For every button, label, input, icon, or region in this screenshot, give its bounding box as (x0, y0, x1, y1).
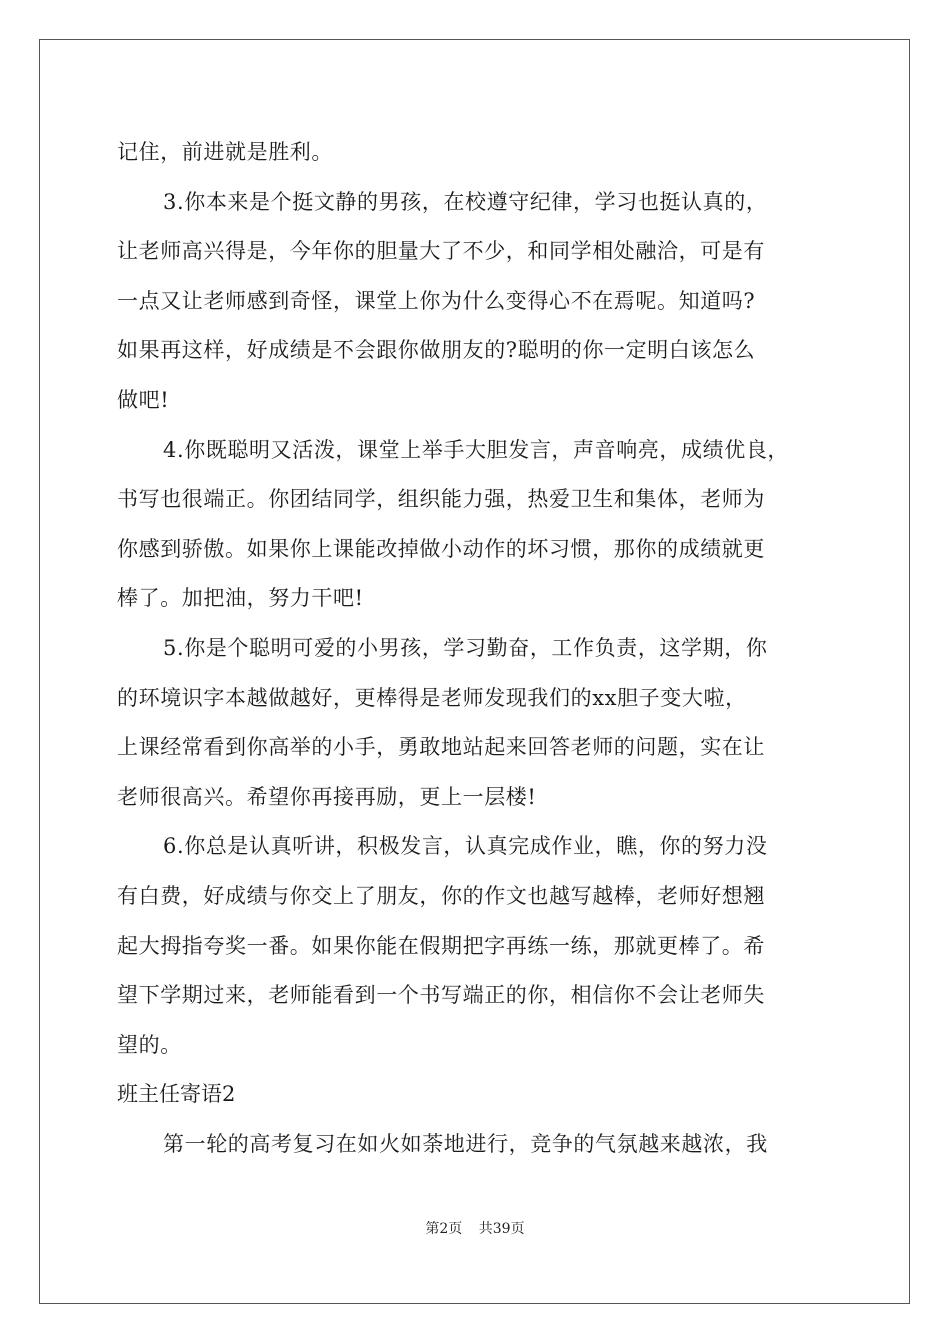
text-line: 记住，前进就是胜利。 (117, 140, 333, 164)
text-line: 上课经常看到你高举的小手，勇敢地站起来回答老师的问题，实在让 (117, 735, 765, 760)
page-footer (0, 1218, 950, 1238)
page-total: 共39页 (478, 1221, 525, 1237)
text-line: 5.你是个聪明可爱的小男孩，学习勤奋，工作负责，这学期，你 (163, 635, 768, 660)
text-line: 6.你总是认真听讲，积极发言，认真完成作业，瞧，你的努力没 (163, 834, 768, 859)
text-line: 的环境识字本越做越好，更棒得是老师发现我们的xx胆子变大啦， (117, 685, 747, 710)
text-line: 有白费，好成绩与你交上了朋友，你的作文也越写越棒，老师好想翘 (117, 883, 765, 908)
text-line: 一点又让老师感到奇怪，课堂上你为什么变得心不在焉呢。知道吗? (117, 288, 756, 313)
text-line: 望下学期过来，老师能看到一个书写端正的你，相信你不会让老师失 (117, 983, 765, 1008)
text-line: 让老师高兴得是，今年你的胆量大了不少，和同学相处融洽，可是有 (117, 239, 765, 264)
text-line: 做吧! (117, 387, 170, 412)
text-line: 棒了。加把油，努力干吧! (117, 586, 364, 611)
section-heading: 班主任寄语2 (117, 1082, 236, 1107)
text-line: 如果再这样，好成绩是不会跟你做朋友的?聪明的你一定明白该怎么 (117, 338, 756, 363)
text-line: 起大拇指夸奖一番。如果你能在假期把字再练一练，那就更棒了。希 (117, 933, 765, 958)
text-line: 4.你既聪明又活泼，课堂上举手大胆发言，声音响亮，成绩优良， (163, 437, 790, 462)
text-line: 书写也很端正。你团结同学，组织能力强，热爱卫生和集体，老师为 (117, 487, 765, 512)
text-line: 3.你本来是个挺文静的男孩，在校遵守纪律，学习也挺认真的， (163, 189, 768, 214)
text-line: 老师很高兴。希望你再接再励，更上一层楼! (117, 784, 537, 809)
text-line: 望的。 (117, 1032, 182, 1057)
document-body (117, 128, 835, 1169)
page-number: 第2页 (425, 1221, 463, 1237)
text-line: 第一轮的高考复习在如火如荼地进行，竞争的气氛越来越浓，我 (163, 1131, 768, 1156)
text-line: 你感到骄傲。如果你上课能改掉做小动作的坏习惯，那你的成绩就更 (117, 536, 765, 561)
